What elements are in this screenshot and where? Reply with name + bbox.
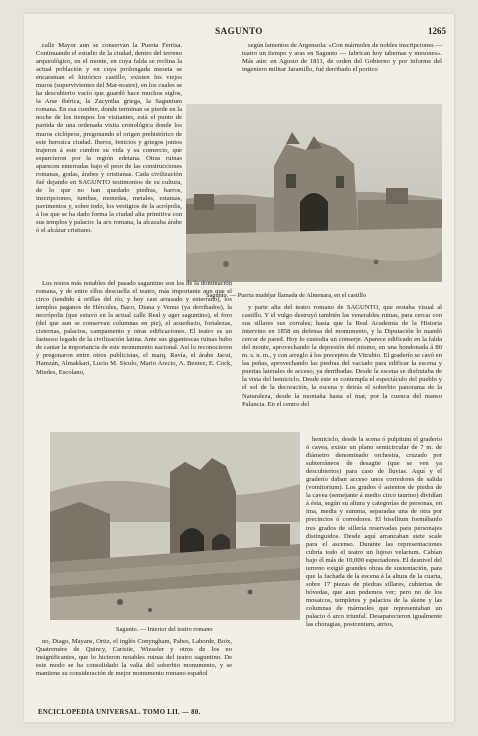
paragraph: Los restos más notables del pasado saguntino son los de la dominación romana, y de entre ellos descuella el teatro, más importante aun que el circo (tendido á orillas del río, y hoy casi arrasado y enterrado), los templos paganos de Hércules, Baco, Diana y Venus (ya derribados), la necrópolis (que estuvo en la actual calle Real y ager saguntino), el foro (del que aun se conservan columnas en pie), el acueducto, fortalezas, cisternas, palacios, campamento y otras edificaciones. El teatro es un fastuoso legado de la civilización latina. Ante sus gigantescas ruinas hubo de cantar la importancia de este monumento nacional. Así lo reconocieron y pregonaron entre otros publicistas, el marq. Ravía, el árabe Jacut, Hamzán, Almakkari, Lucio M. Siculo, Mario Arecio, A. Bentez, E. Cock, Miedes, Escolano, [36,280,232,376]
column-left-top [36,42,182,278]
photo-teatro-romano [50,432,300,620]
caption-bottom-photo: Sagunto. — Interior del teatro romano [116,626,213,633]
column-right-lower [306,436,442,672]
page-number: 1265 [428,26,446,36]
photo-puerta-almenara [186,104,442,282]
paragraph: hemiciclo, desde la scena ó pulpitum el graderío ó cavea, existe un plano semicircular de 7 m. de diámetro denominado orchestra, cruzado por subterráneos de desagüe (que se ven ya descubiertos) para caso de lluvias. Aquí y el graderío daban acceso unos corredores de salida (vomitorium). Los grados ó asientos de piedra de la cavea (semejante á medio circo taurino) dividían á ésta, según su altura y categorías de personas, en ima, media y summa, separadas una de otra por precinctos ó corredores. El bisellium formábanlo tres grados de sillería reservadas para personajes distinguidos. Desde aquí arrancaban siete scale para el ascenso. Durante las representaciones cubría todo el teatro un lujoso velarium. Cabían bajo él más de 10,000 espectadores. El desnivel del terreno exigió grandes obras de sustentación, para que la fachada de la escena á la altura de la cuarta, sobre 17 piezas de piedras sillares, cubiertas de bóvedas, que aun podemos ver; pero no de los mosaicos, templetes y palacios de la skene y las columnas de mármoles que representaban un palacio ó arco triunfal. Desaparecieron igualmente las choragias, postcenium, atrios, [306,436,442,629]
encyclopedia-page [24,14,454,722]
running-title: SAGUNTO [215,26,263,36]
paragraph: calle Mayor aun se conservan la Puerta Ferrisa. Continuando el estudio de la ciudad, dentro del terreno arqueológico, en el monte, en cuya falda se reclina la actual población y en cuya prolongada meseta se encaraman el histórico castillo, existen los viejos muros (supervivientes del Mar-nostre), en los cuales se ha descubierto vacío que guardó hace muchos siglos, la Arse ibérica, la Zacyntha griega, la Saguntum romana. En esa cumbre, donde terminan se pierde en la noche de los tiempos los visitantes, está el punto de partida de una ordenada visita cronológica donde los muros ciclópeos, pregonando el origen prehistórico de este herosica ciudad. Iberos, fenicios y griegos jonios trajeron á este cumbre su vida y su comercio, que esparcieron por la región edetana. Otras ruinas aparecen enterradas bajo el peso de las construcciones romanas, godas, árabes y cristianas. Cada civilización fué dejando en SAGUNTO testimonios de su cultura, de lo que no han quedado piedras, barros, inscripciones, tumbas, monedas, metales, estatuas, pavimentos y, sobre todo, los vestigios de la acrópolis, á los que se ha dado forma la ciudad alta primitiva con sus templos y palacio: la arx romana, la alcazaba árabe ó el alcázar cristiano. [36,42,182,235]
paragraph: según lamentos de Argensola: «Con mármoles de nobles inscripciones — teatro un tiempo y aras en Sagunto — fabrican hoy tabernas y mesones». Más aún: en Agosto de 1811, de orden del Gobierno y por informe del ingeniero militar Jaramillo, fué derribado el portico [242,42,442,74]
caption-top-photo: Sagunto. — Puerta mudéjar llamada de Almenara, en el castillo [206,292,366,299]
paragraph: no, Diago, Mayans, Ortiz, el inglés Conyngham, Pabes, Laborde, Boix, Quatremère de Quincy, Caristie, Wieseler y otros de los no insignificantes, que lo hicieron notables ruinas del teatro saguntino. De este modo se ha consolidado la valía del soberbio monumento, y se mantiene su consideración de mejor monumento romano español [36,638,232,678]
column-left-middle [36,280,232,426]
column-right-middle [242,304,442,434]
page-header [24,26,454,40]
page-footer: ENCICLOPEDIA UNIVERSAL. TOMO LII. — 80. [38,709,201,716]
column-left-bottom [36,638,232,702]
column-right-top [242,42,442,99]
paragraph: y parte alta del teatro romano de SAGUNTO, que restaba visual al castillo. Y el vulgo destruyó también las venerables ruinas, para cercar con sus sillares sus corrales; hasta que la Real Academia de la Historia intervino en 1858 en defensa del monumento, y la Diputación lo mandó cercar de pared. Hoy lo custodia un conserje. Aparece edificado en la falda del monte, aprovechando la depresión del mismo, en una hondonada á 80 m. s. n. m., y con arreglo á los preceptos de Vitrubio. El graderío se cavó en las peñas, aprovechando las piedras del vaciado para edificar la escena y puertas laterales de acceso, ya derribadas. Desde la escena se disfrutaba de la vista del hemiciclo. Desde este se contempla el espectáculo del pueblo y el sol de la decoración, la escena y detrás el soberbio panorama de la Naturaleza, desde la montaña hasta el mar, por la cuenca del manso Palancia. En el centro del [242,304,442,408]
